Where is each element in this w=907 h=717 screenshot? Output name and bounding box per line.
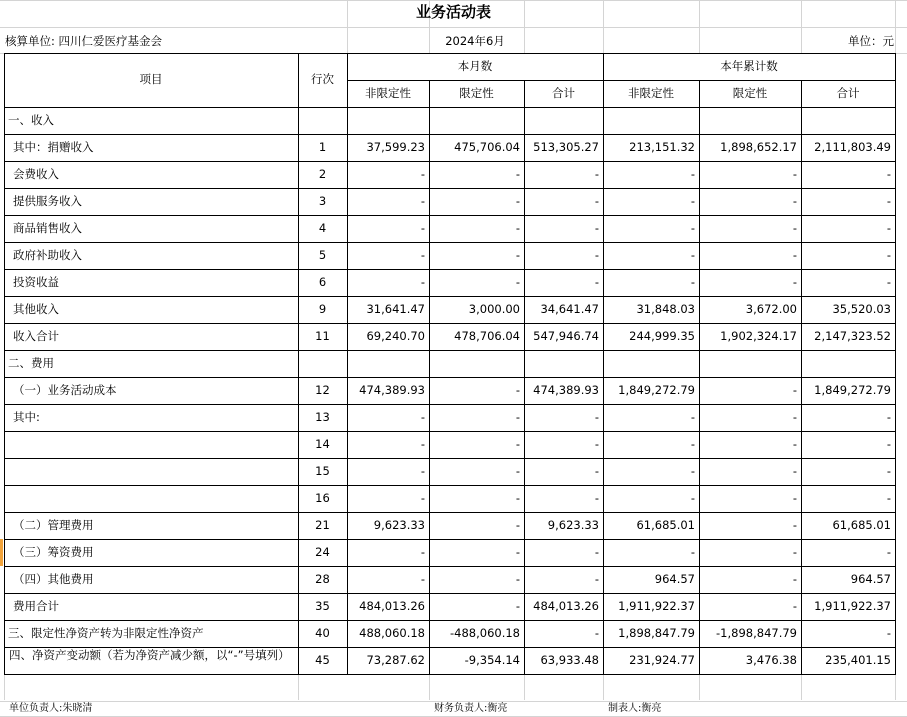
value-cell[interactable]: - bbox=[594, 625, 599, 640]
grid-line bbox=[895, 53, 896, 675]
value-cell[interactable]: - bbox=[886, 625, 891, 640]
row-item-label[interactable] bbox=[4, 458, 298, 485]
value-cell[interactable]: - bbox=[515, 463, 520, 478]
value-cell[interactable]: - bbox=[594, 490, 599, 505]
value-cell[interactable]: - bbox=[515, 382, 520, 397]
column-header-unrestricted[interactable]: 非限定性 bbox=[628, 85, 674, 100]
row-line-no[interactable]: 40 bbox=[315, 625, 330, 640]
row-item-label[interactable] bbox=[4, 485, 298, 512]
value-cell[interactable]: - bbox=[792, 463, 797, 478]
grid-line bbox=[801, 674, 802, 700]
value-cell[interactable]: - bbox=[594, 274, 599, 289]
row-item-label[interactable]: （四）其他费用 bbox=[13, 571, 94, 586]
row-item-label[interactable]: （三）筹资费用 bbox=[13, 544, 94, 559]
value-cell[interactable]: -1,898,847.79 bbox=[716, 625, 797, 640]
row-item-label[interactable]: 其他收入 bbox=[13, 301, 59, 316]
row-item-label[interactable]: 提供服务收入 bbox=[13, 193, 82, 208]
value-cell[interactable] bbox=[347, 350, 429, 377]
value-cell[interactable]: - bbox=[420, 220, 425, 235]
unit-label[interactable]: 核算单位: 四川仁爱医疗基金会 bbox=[5, 33, 163, 48]
value-cell[interactable]: - bbox=[792, 409, 797, 424]
value-cell[interactable]: 964.57 bbox=[850, 571, 891, 586]
row-line-no[interactable]: 16 bbox=[315, 490, 330, 505]
value-cell[interactable]: - bbox=[515, 166, 520, 181]
value-cell[interactable]: - bbox=[690, 409, 695, 424]
row-line-no[interactable]: 4 bbox=[318, 220, 327, 235]
value-cell[interactable]: - bbox=[886, 247, 891, 262]
value-cell[interactable]: - bbox=[420, 274, 425, 289]
column-header-item[interactable]: 项目 bbox=[139, 72, 163, 87]
grid-line bbox=[4, 674, 896, 675]
value-cell[interactable]: - bbox=[886, 544, 891, 559]
row-selection-indicator bbox=[0, 539, 3, 566]
value-cell[interactable]: - bbox=[594, 436, 599, 451]
value-cell[interactable]: 547,946.74 bbox=[533, 328, 599, 343]
value-cell[interactable]: - bbox=[690, 463, 695, 478]
row-item-label[interactable]: （一）业务活动成本 bbox=[13, 382, 117, 397]
grid-line bbox=[699, 674, 700, 700]
grid-line bbox=[0, 27, 907, 28]
value-cell[interactable]: - bbox=[690, 490, 695, 505]
row-line-no[interactable]: 3 bbox=[318, 193, 327, 208]
row-line-no[interactable]: 1 bbox=[318, 139, 327, 154]
column-header-total[interactable]: 合计 bbox=[836, 85, 860, 100]
row-line-no[interactable]: 2 bbox=[318, 166, 327, 181]
value-cell[interactable]: - bbox=[515, 274, 520, 289]
value-cell[interactable]: - bbox=[594, 409, 599, 424]
value-cell[interactable]: 2,147,323.52 bbox=[814, 328, 891, 343]
value-cell[interactable]: - bbox=[792, 517, 797, 532]
value-cell[interactable]: 1,849,272.79 bbox=[814, 382, 891, 397]
row-item-label[interactable]: 投资收益 bbox=[13, 274, 59, 289]
value-cell[interactable]: - bbox=[515, 409, 520, 424]
row-item-label[interactable]: 会费收入 bbox=[13, 166, 59, 181]
value-cell[interactable]: - bbox=[792, 544, 797, 559]
column-header-ytd[interactable]: 本年累计数 bbox=[720, 58, 778, 73]
value-cell[interactable]: - bbox=[420, 544, 425, 559]
value-cell[interactable]: 31,641.47 bbox=[366, 301, 425, 316]
value-cell[interactable]: - bbox=[515, 220, 520, 235]
row-line-no[interactable]: 13 bbox=[315, 409, 330, 424]
value-cell[interactable]: - bbox=[886, 409, 891, 424]
value-cell[interactable]: -9,354.14 bbox=[464, 652, 520, 667]
grid-line bbox=[298, 674, 299, 700]
value-cell[interactable]: 474,389.93 bbox=[533, 382, 599, 397]
value-cell[interactable]: - bbox=[515, 247, 520, 262]
row-line-no[interactable]: 11 bbox=[315, 328, 330, 343]
value-cell[interactable]: - bbox=[420, 436, 425, 451]
value-cell[interactable]: - bbox=[420, 490, 425, 505]
value-cell[interactable]: - bbox=[594, 166, 599, 181]
row-line-no[interactable]: 45 bbox=[315, 652, 330, 667]
value-cell[interactable]: - bbox=[792, 166, 797, 181]
value-cell[interactable] bbox=[603, 350, 699, 377]
value-cell[interactable]: - bbox=[515, 490, 520, 505]
value-cell[interactable]: - bbox=[515, 436, 520, 451]
row-line-no[interactable]: 21 bbox=[315, 517, 330, 532]
value-cell[interactable] bbox=[347, 107, 429, 134]
value-cell[interactable]: - bbox=[690, 166, 695, 181]
value-cell[interactable]: 475,706.04 bbox=[454, 139, 520, 154]
value-cell[interactable]: 478,706.04 bbox=[454, 328, 520, 343]
value-cell[interactable]: - bbox=[886, 166, 891, 181]
value-cell[interactable]: 35,520.03 bbox=[832, 301, 891, 316]
value-cell[interactable]: - bbox=[420, 247, 425, 262]
value-cell[interactable]: - bbox=[792, 571, 797, 586]
column-header-line-no[interactable]: 行次 bbox=[311, 72, 334, 87]
value-cell[interactable]: - bbox=[792, 220, 797, 235]
value-cell[interactable]: 61,685.01 bbox=[636, 517, 695, 532]
value-cell[interactable]: 3,000.00 bbox=[468, 301, 520, 316]
row-item-label[interactable]: 政府补助收入 bbox=[13, 247, 82, 262]
value-cell[interactable]: 1,849,272.79 bbox=[618, 382, 695, 397]
row-line-no[interactable]: 5 bbox=[318, 247, 327, 262]
value-cell[interactable]: - bbox=[792, 382, 797, 397]
value-cell[interactable]: 484,013.26 bbox=[359, 598, 425, 613]
currency-label[interactable]: 单位：元 bbox=[848, 33, 894, 48]
value-cell[interactable]: 63,933.48 bbox=[540, 652, 599, 667]
column-header-total[interactable]: 合计 bbox=[552, 85, 575, 100]
value-cell[interactable]: 69,240.70 bbox=[366, 328, 425, 343]
row-item-label[interactable]: 费用合计 bbox=[13, 598, 59, 613]
row-item-label[interactable]: 一、收入 bbox=[8, 112, 54, 127]
value-cell[interactable]: 235,401.15 bbox=[825, 652, 891, 667]
value-cell[interactable] bbox=[429, 350, 524, 377]
row-line-no[interactable]: 35 bbox=[315, 598, 330, 613]
value-cell[interactable]: 34,641.47 bbox=[540, 301, 599, 316]
value-cell[interactable]: - bbox=[792, 247, 797, 262]
value-cell[interactable]: 474,389.93 bbox=[359, 382, 425, 397]
value-cell[interactable]: - bbox=[690, 193, 695, 208]
value-cell[interactable]: - bbox=[515, 598, 520, 613]
row-line-no[interactable]: 12 bbox=[315, 382, 330, 397]
row-line-no[interactable]: 6 bbox=[318, 274, 327, 289]
value-cell[interactable]: - bbox=[690, 220, 695, 235]
value-cell[interactable]: - bbox=[886, 193, 891, 208]
value-cell[interactable]: - bbox=[515, 193, 520, 208]
value-cell[interactable]: 3,672.00 bbox=[745, 301, 797, 316]
value-cell[interactable] bbox=[801, 107, 895, 134]
value-cell[interactable]: - bbox=[886, 220, 891, 235]
footer-preparer[interactable]: 制表人:衡亮 bbox=[608, 702, 662, 714]
row-line-no[interactable]: 14 bbox=[315, 436, 330, 451]
value-cell[interactable]: 1,911,922.37 bbox=[618, 598, 695, 613]
value-cell[interactable]: 3,476.38 bbox=[745, 652, 797, 667]
value-cell[interactable]: - bbox=[792, 490, 797, 505]
grid-line bbox=[524, 674, 525, 700]
value-cell[interactable] bbox=[699, 350, 801, 377]
row-item-label[interactable]: 三、限定性净资产转为非限定性净资产 bbox=[8, 625, 204, 640]
row-line-no[interactable]: 24 bbox=[315, 544, 330, 559]
row-item-label[interactable]: 其中: bbox=[13, 409, 40, 424]
value-cell[interactable]: 37,599.23 bbox=[366, 139, 425, 154]
value-cell[interactable]: 244,999.35 bbox=[629, 328, 695, 343]
value-cell[interactable]: 73,287.62 bbox=[366, 652, 425, 667]
row-item-label[interactable]: 其中：捐赠收入 bbox=[13, 139, 94, 154]
value-cell[interactable]: 484,013.26 bbox=[533, 598, 599, 613]
value-cell[interactable]: 9,623.33 bbox=[373, 517, 425, 532]
value-cell[interactable]: - bbox=[594, 193, 599, 208]
value-cell[interactable] bbox=[801, 350, 895, 377]
value-cell[interactable] bbox=[524, 350, 603, 377]
value-cell[interactable]: 231,924.77 bbox=[629, 652, 695, 667]
value-cell[interactable] bbox=[603, 107, 699, 134]
grid-line bbox=[4, 674, 5, 700]
footer-finance-head[interactable]: 财务负责人:衡亮 bbox=[434, 702, 508, 714]
column-header-unrestricted[interactable]: 非限定性 bbox=[365, 85, 411, 100]
value-cell[interactable]: 2,111,803.49 bbox=[814, 139, 891, 154]
value-cell[interactable]: - bbox=[792, 274, 797, 289]
value-cell[interactable]: 1,911,922.37 bbox=[814, 598, 891, 613]
value-cell[interactable]: 31,848.03 bbox=[636, 301, 695, 316]
value-cell[interactable]: - bbox=[420, 409, 425, 424]
column-header-current-month[interactable]: 本月数 bbox=[457, 58, 493, 73]
row-item-label[interactable]: 收入合计 bbox=[13, 328, 59, 343]
value-cell[interactable]: 964.57 bbox=[654, 571, 695, 586]
value-cell[interactable] bbox=[429, 107, 524, 134]
value-cell[interactable]: 488,060.18 bbox=[359, 625, 425, 640]
column-header-restricted[interactable]: 限定性 bbox=[732, 85, 768, 100]
row-line-no[interactable]: 28 bbox=[315, 571, 330, 586]
value-cell[interactable]: - bbox=[690, 274, 695, 289]
row-line-no[interactable]: 9 bbox=[318, 301, 327, 316]
value-cell[interactable]: - bbox=[420, 166, 425, 181]
row-item-label[interactable] bbox=[4, 431, 298, 458]
value-cell[interactable]: 1,898,847.79 bbox=[618, 625, 695, 640]
value-cell[interactable]: - bbox=[594, 220, 599, 235]
row-item-label[interactable]: （二）管理费用 bbox=[13, 517, 94, 532]
page-title[interactable]: 业务活动表 bbox=[415, 3, 491, 22]
value-cell[interactable]: 513,305.27 bbox=[533, 139, 599, 154]
value-cell[interactable]: - bbox=[420, 193, 425, 208]
footer-unit-head[interactable]: 单位负责人:朱晓清 bbox=[9, 702, 93, 714]
value-cell[interactable]: - bbox=[792, 436, 797, 451]
value-cell[interactable]: - bbox=[792, 193, 797, 208]
row-item-label[interactable]: 四、净资产变动额（若为净资产减少额，以“-”号填列） bbox=[9, 648, 290, 662]
column-header-restricted[interactable]: 限定性 bbox=[459, 85, 494, 100]
value-cell[interactable]: - bbox=[515, 517, 520, 532]
value-cell[interactable] bbox=[699, 107, 801, 134]
value-cell[interactable]: 1,898,652.17 bbox=[720, 139, 797, 154]
value-cell[interactable]: - bbox=[690, 247, 695, 262]
row-item-label[interactable]: 商品销售收入 bbox=[13, 220, 82, 235]
value-cell[interactable]: - bbox=[594, 247, 599, 262]
value-cell[interactable]: 9,623.33 bbox=[547, 517, 599, 532]
grid-line bbox=[429, 674, 430, 700]
value-cell[interactable] bbox=[524, 107, 603, 134]
value-cell[interactable]: - bbox=[420, 571, 425, 586]
value-cell[interactable]: 61,685.01 bbox=[832, 517, 891, 532]
period-label[interactable]: 2024年6月 bbox=[445, 33, 505, 48]
value-cell[interactable]: - bbox=[690, 436, 695, 451]
value-cell[interactable]: 1,902,324.17 bbox=[720, 328, 797, 343]
value-cell[interactable]: - bbox=[594, 544, 599, 559]
value-cell[interactable]: - bbox=[886, 490, 891, 505]
value-cell[interactable]: - bbox=[515, 571, 520, 586]
value-cell[interactable]: - bbox=[886, 463, 891, 478]
value-cell[interactable]: - bbox=[886, 436, 891, 451]
value-cell[interactable]: 213,151.32 bbox=[629, 139, 695, 154]
grid-line bbox=[603, 674, 604, 700]
row-item-label[interactable]: 二、费用 bbox=[8, 355, 54, 370]
row-line-no[interactable] bbox=[298, 107, 347, 134]
value-cell[interactable]: - bbox=[886, 274, 891, 289]
value-cell[interactable]: -488,060.18 bbox=[450, 625, 520, 640]
value-cell[interactable]: - bbox=[515, 544, 520, 559]
value-cell[interactable]: - bbox=[594, 571, 599, 586]
value-cell[interactable]: - bbox=[792, 598, 797, 613]
row-line-no[interactable] bbox=[298, 350, 347, 377]
value-cell[interactable]: - bbox=[594, 463, 599, 478]
value-cell[interactable]: - bbox=[690, 544, 695, 559]
value-cell[interactable]: - bbox=[420, 463, 425, 478]
row-line-no[interactable]: 15 bbox=[315, 463, 330, 478]
